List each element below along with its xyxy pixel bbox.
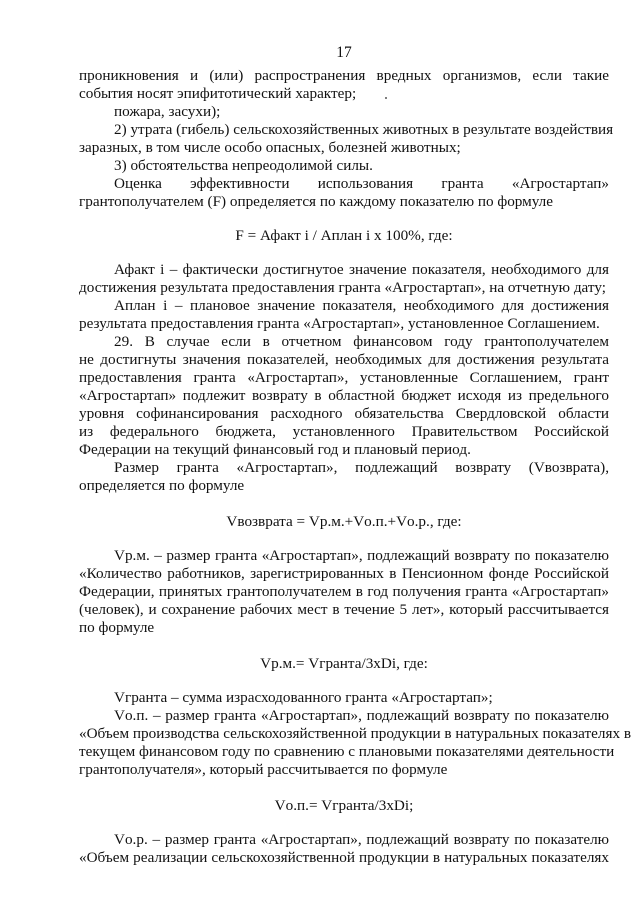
formula-vvozvrata: Vвозврата = Vр.м.+Vо.п.+Vо.р., где: xyxy=(226,513,462,530)
text-line: достижения результата предоставления гранта «Агростартап», на отчетную дату; xyxy=(79,279,606,296)
text-line: Vо.п. – размер гранта «Агростартап», подлежащий возврату по показателю xyxy=(114,707,609,724)
text-line: Vр.м. – размер гранта «Агростартап», подлежащий возврату по показателю xyxy=(114,547,609,564)
text-line: пожара, засухи); xyxy=(114,103,221,120)
text-line: события носят эпифитотический характер; xyxy=(79,85,357,102)
page-number: 17 xyxy=(336,44,352,61)
text-line: (человек), и сохранение рабочих мест в течение 5 лет», который рассчитывается xyxy=(79,601,609,618)
text-line: заразных, в том числе особо опасных, болезней животных; xyxy=(79,139,461,156)
text-line: грантополучателем (F) определяется по каждому показателю по формуле xyxy=(79,193,554,210)
text-line: определяется по формуле xyxy=(79,477,245,494)
text-line: из федерального бюджета, установленного Правительством Российской xyxy=(79,423,609,440)
text-line: «Количество работников, зарегистрированных в Пенсионном фонде Российской xyxy=(79,565,609,582)
text-line: 2) утрата (гибель) сельскохозяйственных животных в результате воздействия xyxy=(114,121,614,138)
text-line: Размер гранта «Агростартап», подлежащий возврату (Vвозврата), xyxy=(114,459,609,476)
text-line: «Объем реализации сельскохозяйственной продукции в натуральных показателях xyxy=(79,849,609,866)
text-line: не достигнуты значения показателей, необходимых для достижения результата xyxy=(79,351,609,368)
formula-vrm: Vр.м.= Vгранта/3xDi, где: xyxy=(260,655,428,672)
text-line: грантополучателя», который рассчитывается по формуле xyxy=(79,761,448,778)
text-line: Федерации на текущий финансовый год и плановый период. xyxy=(79,441,471,458)
text-line: проникновения и (или) распространения вредных организмов, если такие xyxy=(79,67,609,84)
document-page xyxy=(79,0,632,905)
text-line: Vо.р. – размер гранта «Агростартап», подлежащий возврату по показателю xyxy=(114,831,609,848)
text-line: Федерации, принятых грантополучателем в год получения гранта «Агростартап» xyxy=(79,583,609,600)
text-line: текущем финансовом году по сравнению с плановыми показателями деятельности xyxy=(79,743,615,760)
text-line: 29. В случае если в отчетном финансовом году грантополучателем xyxy=(114,333,609,350)
text-line: по формуле xyxy=(79,619,155,636)
text-line: Оценка эффективности использования гранта «Агростартап» xyxy=(114,175,609,192)
text-line: «Агростартап» подлежит возврату в областной бюджет исходя из предельного xyxy=(79,387,609,404)
text-line: Vгранта – сумма израсходованного гранта «Агростартап»; xyxy=(114,689,493,706)
text-line: 3) обстоятельства непреодолимой силы. xyxy=(114,157,373,174)
text-line: уровня софинансирования расходного обязательства Свердловской области xyxy=(79,405,609,422)
text-line: «Объем производства сельскохозяйственной продукции в натуральных показателях в xyxy=(79,725,632,742)
text-line: Афакт i – фактически достигнутое значение показателя, необходимого для xyxy=(114,261,609,278)
text-line: результата предоставления гранта «Агростартап», установленное Соглашением. xyxy=(79,315,600,332)
formula-vop: Vо.п.= Vгранта/3xDi; xyxy=(274,797,414,814)
text-line: предоставления гранта «Агростартап», установленные Соглашением, грант xyxy=(79,369,609,386)
text-line: Аплан i – плановое значение показателя, необходимого для достижения xyxy=(114,297,609,314)
formula-f: F = Афакт i / Аплан i x 100%, где: xyxy=(235,227,453,244)
